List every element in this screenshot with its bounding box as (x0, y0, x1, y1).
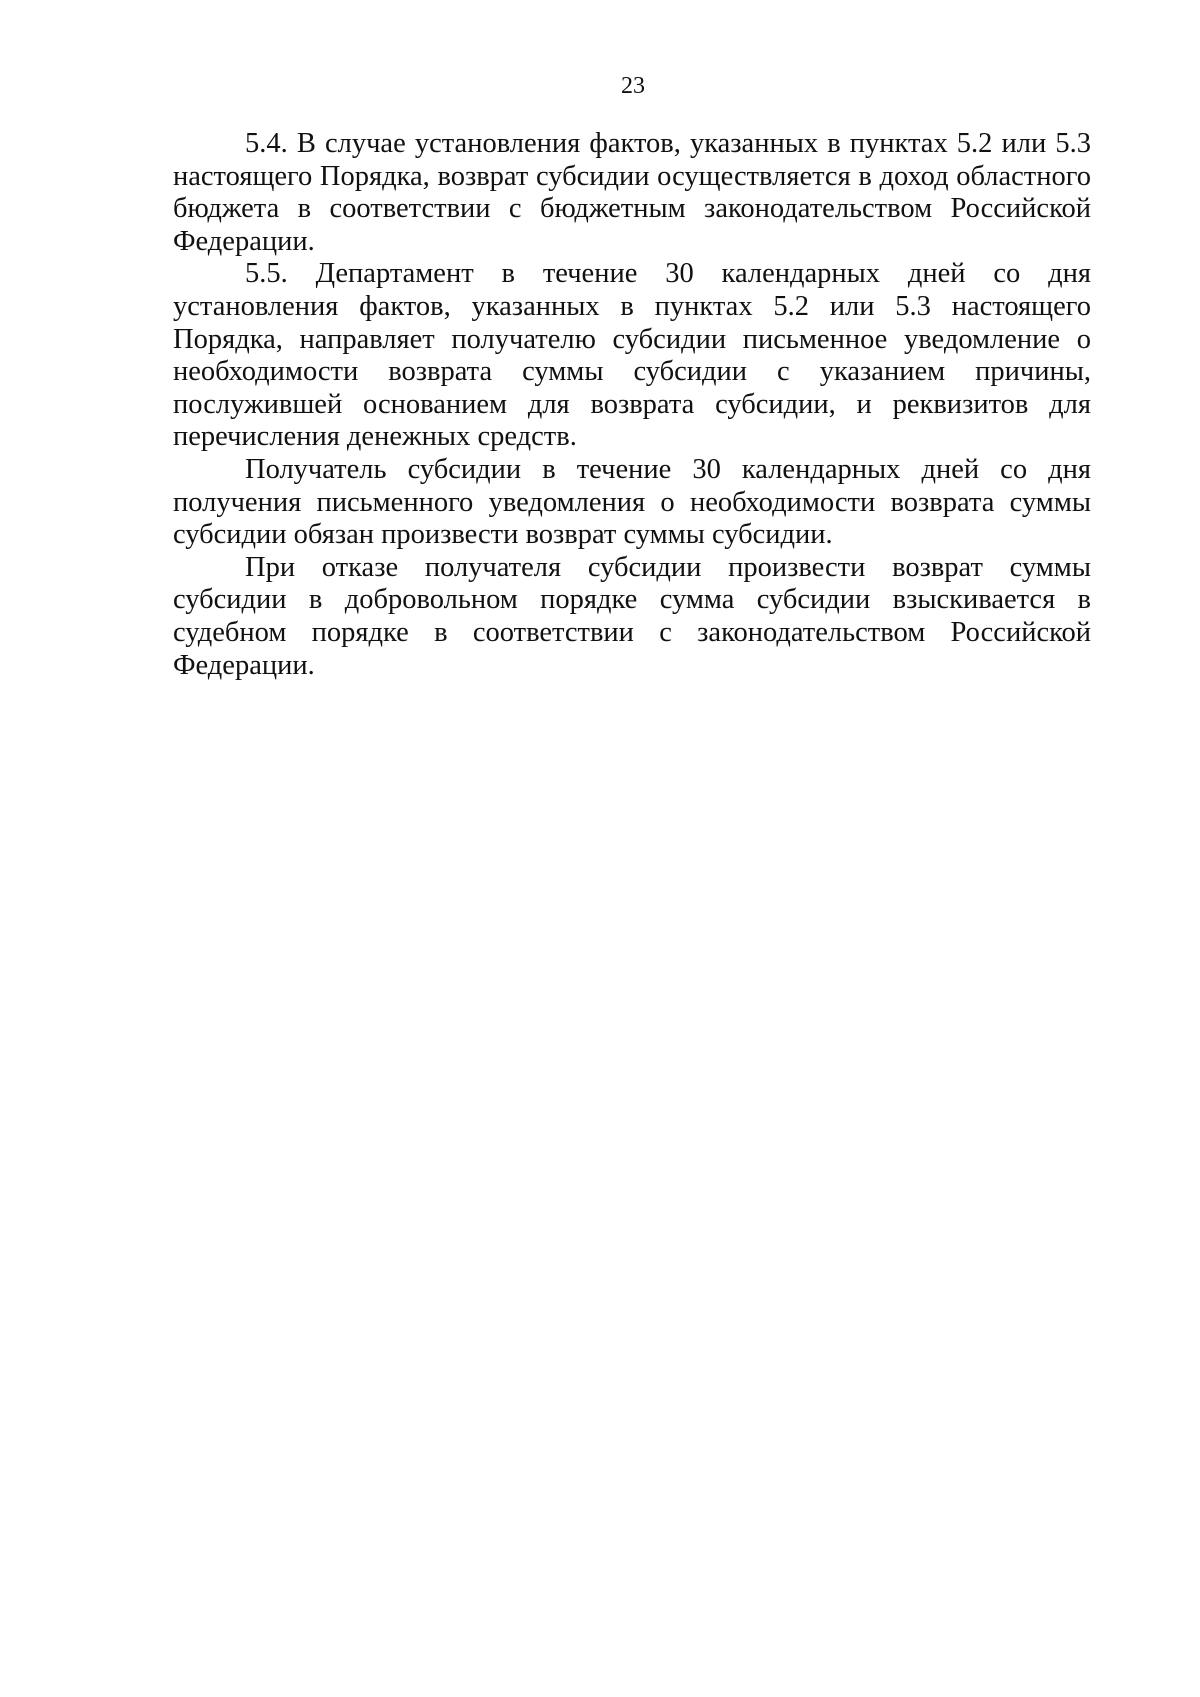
paragraph-refusal-recovery: При отказе получателя субсидии произвести возврат суммы субсидии в добровольном порядке сумма субсидии взыскивается в судебном порядке в соответствии с законодательством Российской Федерации. (173, 551, 1091, 681)
page-number: 23 (621, 73, 645, 99)
paragraph-5-4: 5.4. В случае установления фактов, указанных в пунктах 5.2 или 5.3 настоящего Порядка, возврат субсидии осуществляется в доход областного бюджета в соответствии с бюджетным законодательством Российской Федерации. (173, 128, 1091, 257)
paragraph-recipient-obligation: Получатель субсидии в течение 30 календарных дней со дня получения письменного уведомления о необходимости возврата суммы субсидии обязан произвести возврат суммы субсидии. (173, 453, 1091, 551)
document-body (173, 128, 1091, 682)
paragraph-5-5: 5.5. Департамент в течение 30 календарных дней со дня установления фактов, указанных в пунктах 5.2 или 5.3 настоящего Порядка, направляет получателю субсидии письменное уведомление о необходимости возврата суммы субсидии с указанием причины, послужившей основанием для возврата субсидии, и реквизитов для перечисления денежных средств. (173, 258, 1091, 453)
